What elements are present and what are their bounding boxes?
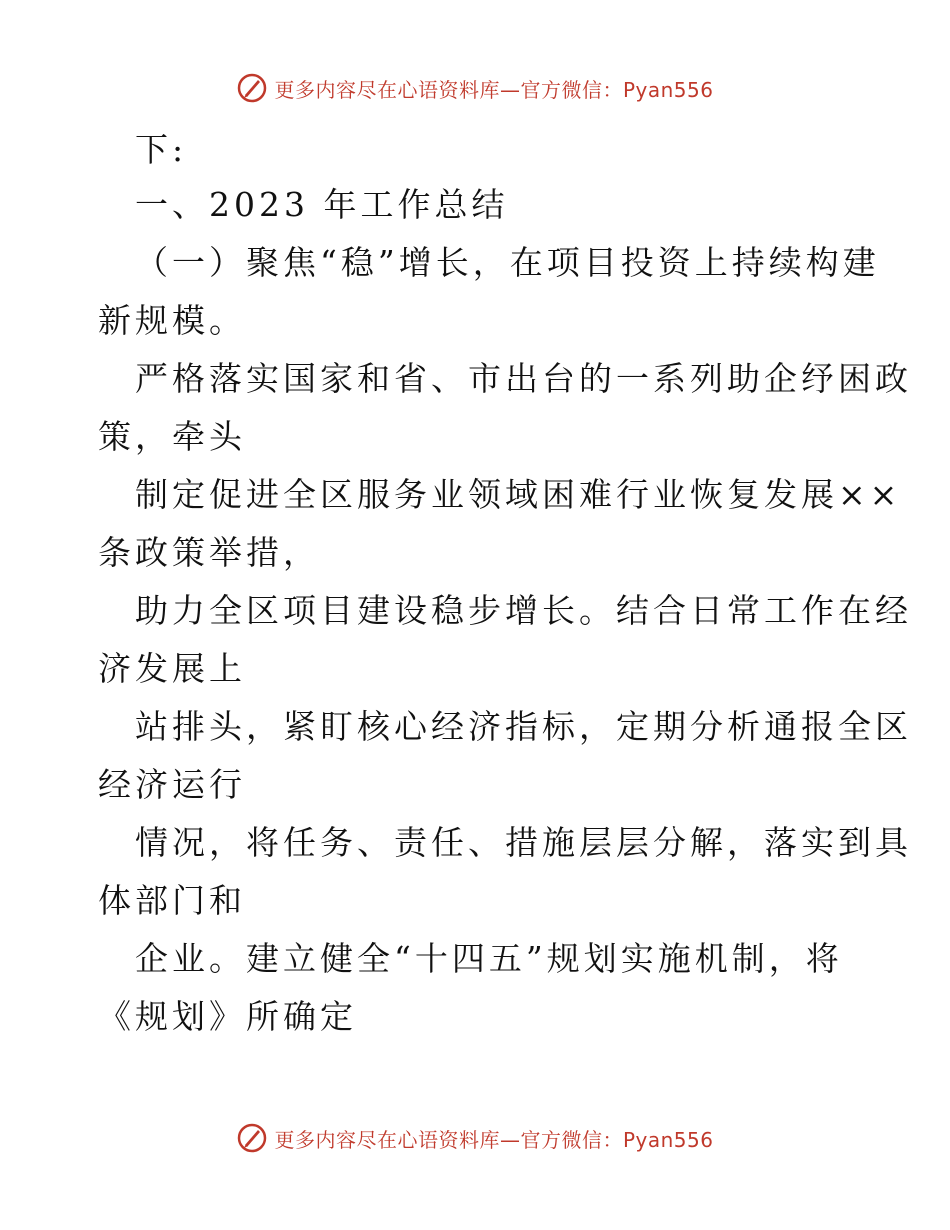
paragraph-line: 《规划》所确定 — [98, 997, 357, 1036]
paragraph-line: 策，牵头 — [98, 417, 246, 456]
paragraph-line: 新规模。 — [98, 301, 246, 340]
paragraph-line: 条政策举措， — [98, 533, 320, 572]
paragraph-line: 情况，将任务、责任、措施层层分解，落实到具 — [135, 823, 912, 862]
subsection-heading: （一）聚焦“稳”增长，在项目投资上持续构建 — [135, 243, 880, 282]
watermark-text: 更多内容尽在心语资料库—官方微信：Pyan556 — [274, 77, 714, 102]
paragraph-line: 经济运行 — [98, 765, 246, 804]
section-heading: 一、2023 年工作总结 — [135, 185, 509, 224]
paragraph-line: 下: — [135, 130, 188, 169]
quill-logo-icon — [236, 72, 268, 104]
header-watermark — [0, 72, 950, 104]
watermark-text: 更多内容尽在心语资料库—官方微信：Pyan556 — [274, 1127, 714, 1152]
paragraph-line: 站排头，紧盯核心经济指标，定期分析通报全区 — [135, 707, 912, 746]
paragraph-line: 济发展上 — [98, 649, 246, 688]
paragraph-line: 体部门和 — [98, 881, 246, 920]
paragraph-line: 助力全区项目建设稳步增长。结合日常工作在经 — [135, 591, 912, 630]
paragraph-line: 制定促进全区服务业领域困难行业恢复发展×× — [135, 475, 902, 514]
footer-watermark — [0, 1122, 950, 1154]
paragraph-line: 严格落实国家和省、市出台的一系列助企纾困政 — [135, 359, 912, 398]
paragraph-line: 企业。建立健全“十四五”规划实施机制，将 — [135, 939, 843, 978]
quill-logo-icon — [236, 1122, 268, 1154]
